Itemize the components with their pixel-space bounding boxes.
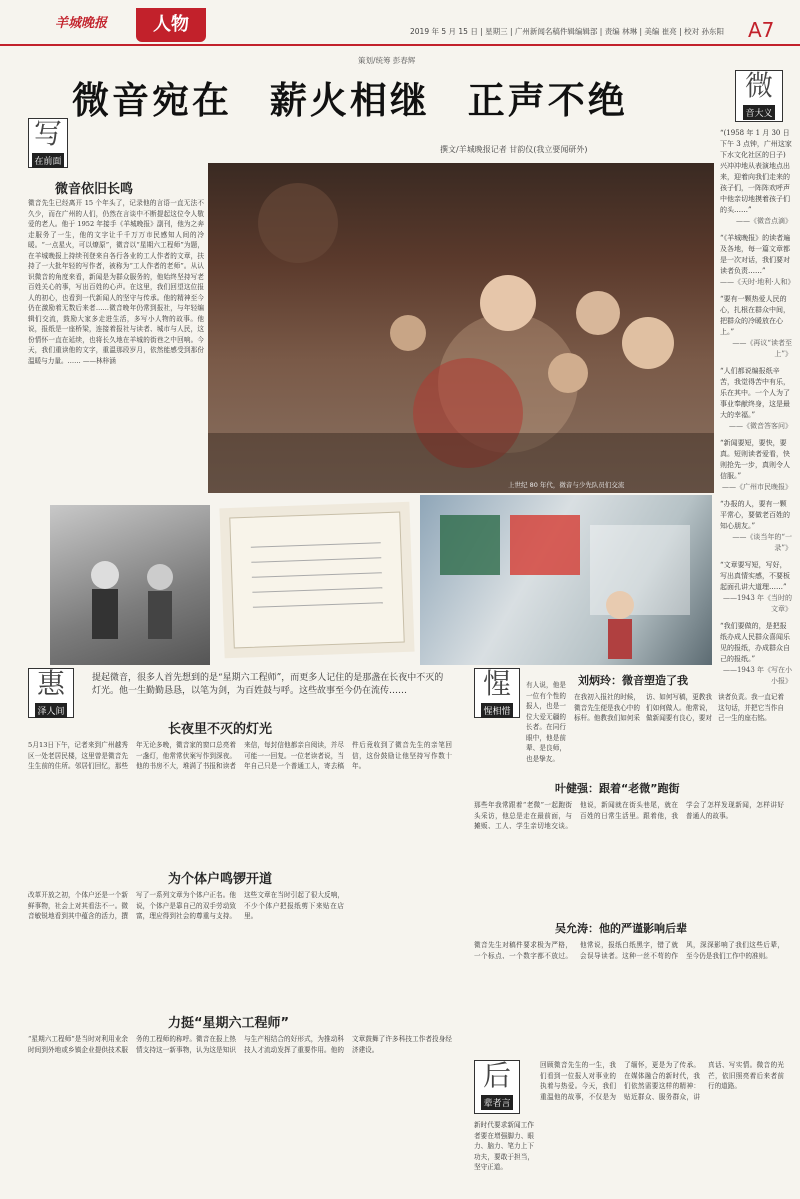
tag-front — [28, 118, 68, 168]
micro-quote — [720, 128, 792, 227]
micro-quote — [720, 294, 792, 360]
book-photo-illustration — [219, 502, 414, 659]
newspaper-logo: 羊城晚报 — [55, 16, 108, 31]
quote-text: “(1958 年 1 月 30 日下午 3 点钟，广州这家下水文化社区的日子)兴冲冲地从表演地点出来，迎着向我们走来的孩子们，一阵阵欢呼声中他亲切地摸着孩子们的头……” — [720, 129, 792, 214]
xing-piece-body: 在我初入报社的时候，微音先生便是我心中的标杆。他教我们如何采访、如何写稿，更教我们如何做人。他常说，做新闻要有良心，要对读者负责。我一直记着这句话，并把它当作自己一生的座右铭。 — [574, 693, 784, 722]
hou-body: 回顾微音先生的一生，我们看到一位报人对事业的执着与热爱。今天，我们重温他的故事，不仅是为了缅怀，更是为了传承。在媒体融合的新时代，我们依然需要这样的精神：贴近群众、服务群众，讲真话、写实情。微音的光芒，依旧照亮着后来者前行的道路。 — [540, 1061, 784, 1101]
dateline: 2019 年 5 月 15 日 | 星期三 | 广州新闻名稿件辑编辑部 | 责编 林琳 | 美编 崔亮 | 校对 孙东阳 — [410, 27, 724, 36]
xing-piece-title: 刘炳玲：微音塑造了我 — [578, 674, 688, 687]
quote-source: ——《广州市民晚报》 — [722, 483, 792, 491]
xing-intro: 有人说，他是一位有个性的报人，也是一位大爱无疆的长者。在同行眼中，他是前辈、是良师，也是挚友。 — [526, 681, 566, 763]
section1-author: ——林梓涵 — [82, 356, 116, 365]
section1-body — [28, 198, 204, 498]
hui-intro: 提起微音，很多人首先想到的是“星期六工程师”，而更多人记住的是那盏在长夜中不灭的灯光。他一生勤勤恳恳，以笔为剑，为百姓鼓与呼。这些故事至今仍在流传…… — [92, 673, 444, 696]
tag-xing — [474, 668, 520, 718]
micro-quote — [720, 560, 792, 615]
hui-section-title: 为个体户鸣锣开道 — [168, 872, 273, 887]
masthead — [0, 0, 800, 46]
hui-section-title: 长夜里不灭的灯光 — [168, 722, 273, 737]
tag-hou-small: 辈者言 — [481, 1095, 512, 1110]
tag-xing-small: 惺相惜 — [481, 703, 512, 718]
micro-quotes — [720, 128, 795, 685]
tag-micro-small: 音大义 — [743, 105, 774, 120]
tag-hui-small: 泽人间 — [35, 703, 66, 718]
section1-title: 微音依旧长鸣 — [55, 182, 134, 197]
tag-front-small: 在前面 — [32, 153, 63, 168]
store-photo-illustration — [420, 495, 712, 665]
historic-photo — [50, 505, 210, 665]
historic-photo-illustration — [50, 505, 210, 665]
byline: 撰文/羊城晚报记者 甘韵仪(我立要闻研外) — [440, 145, 588, 154]
tag-front-big: 写 — [33, 117, 62, 150]
quote-source: ——《谈当年的“一录”》 — [732, 533, 792, 552]
quote-source: ——《微音答客问》 — [729, 422, 792, 430]
tag-hui-big: 惠 — [36, 667, 65, 700]
quote-text: “《羊城晚报》的读者遍及各地，每一篇文章都是一次对话，我们要对读者负责……” — [720, 234, 791, 275]
tag-xing-big: 惺 — [482, 667, 511, 700]
store-photo — [420, 495, 712, 665]
micro-quote — [720, 366, 792, 432]
headline-part-3: 正声不绝 — [467, 79, 628, 122]
quote-text: “新闻要短，要快，要真。短则读者爱看，快则抢先一步，真则令人信服。” — [720, 439, 790, 480]
headline-part-2: 薪火相继 — [269, 79, 430, 122]
quote-source: ——1943 年《写在小小报》 — [722, 666, 792, 685]
tag-micro-big: 微 — [744, 69, 773, 102]
hou-intro: 新时代要求新闻工作者要在增强脚力、眼力、脑力、笔力上下功夫，要敢于担当，坚守正道。 — [474, 1121, 534, 1171]
xing-piece-body: 微音先生对稿件要求极为严格，一个标点、一个数字都不放过。他常说，报纸白纸黑字，错了就会误导读者。这种一丝不苟的作风，深深影响了我们这些后辈，至今仍是我们工作中的准则。 — [474, 941, 784, 960]
page-headline — [72, 70, 650, 124]
quote-text: “人们都说编报纸辛苦，我觉得苦中有乐，乐在其中。一个人为了事业奉献终身，这是最大的幸福。” — [720, 367, 790, 419]
hui-section-title: 力挺“星期六工程师” — [168, 1016, 290, 1031]
quote-text: “文章要写短，写好，写出真情实感，不要板起面孔讲大道理……” — [720, 561, 790, 591]
hui-section-body: 5月13日下午，记者来到广州越秀区一处老居民楼，这里曾是微音先生生前的住所。邻居们回忆，那些年无论多晚，微音家的窗口总亮着一盏灯，他常常伏案写作到深夜。他的书房不大，堆满了书报和读者来信，每封信他都亲自阅读，并尽可能一一回复。一位老读者说，当年自己只是一个普通工人，寄去稿件后竟收到了微音先生的亲笔回信，这份鼓励让他坚持写作数十年。 — [28, 741, 452, 770]
page-number: A7 — [748, 18, 775, 42]
quote-source: ——1943 年《当时的文章》 — [722, 594, 792, 613]
micro-quote — [720, 438, 792, 493]
micro-quote — [720, 233, 795, 288]
quote-source: ——《再议“读者至上”》 — [732, 339, 792, 358]
tag-hou-big: 后 — [482, 1059, 511, 1092]
quote-source: ——《微音点滴》 — [736, 217, 792, 225]
section1-body-text: 微音先生已经离开 15 个年头了，记录他的言语一直无法不久少，而在广州的人们，仍然在言谈中不断提起这位令人敬爱的老人。他于 1952 年接手《羊城晚报》副刊，他为之奔走服务了一生，他的文字让千千万万市民感知人间的冷暖。“一点星火，可以燎原”，微音以“星期六工程师”为题，在羊城晚报上持续刊登来自各行各业的工人作者的文章，扶持了一大批年轻的写作者，被称为“工人作者的老师”。从认识微音的角度来看，新闻是为群众服务的，他始终坚持写老百姓关心的事，写出百姓的心声。在这里，我们回望这位报人的初心，也看到一代新闻人的坚守与传承。他的精神至今仍在激励着无数后来者……微音晚年仍常到报社，与年轻编辑们交流，鼓励大家多走进生活，多写小人物的故事。他说，报纸是一座桥梁，连接着报社与读者、城市与人民，这份情怀一直在延续，也将长久地在羊城的街巷之中回响。今天，我们重读他的文字，重温那段岁月，依然能感受到那份温暖与力量。…… — [28, 199, 204, 365]
credits: 策划/统筹 彭春辉 — [358, 56, 416, 65]
section-badge: 人物 — [136, 8, 206, 42]
xing-piece-title: 叶健强：跟着“老微”跑街 — [555, 782, 680, 795]
tag-hou — [474, 1060, 520, 1114]
main-photo — [208, 163, 714, 493]
micro-quote — [720, 499, 792, 554]
tag-micro — [735, 70, 783, 122]
book-photo — [219, 502, 414, 659]
xing-piece-title: 吴允涛：他的严谨影响后辈 — [555, 922, 687, 935]
quote-source: ——《天时·地利·人和》 — [720, 278, 795, 286]
quote-text: “要有一颗热爱人民的心，扎根在群众中间，把群众的冷暖放在心上。” — [720, 295, 790, 336]
quote-text: “我们要做的，是把报纸办成人民群众喜闻乐见的报纸，办成群众自己的报纸。” — [720, 622, 790, 663]
tag-hui — [28, 668, 74, 718]
xing-piece-body: 那些年我常跟着“老微”一起跑街头采访，他总是走在最前面，与摊贩、工人、学生亲切地交谈。他说，新闻就在街头巷尾，就在百姓的日常生活里。跟着他，我学会了怎样发现新闻，怎样讲好普通人的故事。 — [474, 801, 784, 830]
hui-section-body: “星期六工程师”是当时对利用业余时间到外地或乡镇企业提供技术服务的工程师的称呼。微音在报上热情支持这一新事物，认为这是知识与生产相结合的好形式，为推动科技人才流动发挥了重要作用。他的文章鼓舞了许多科技工作者投身经济建设。 — [28, 1035, 452, 1054]
micro-quote — [720, 621, 792, 687]
main-photo-caption: 上世纪 80 年代，微音与少先队员们交流 — [508, 481, 625, 489]
headline-part-1: 微音宛在 — [72, 79, 232, 122]
hui-section-body: 改革开放之初，个体户还是一个新鲜事物，社会上对其看法不一。微音敏锐地看到其中蕴含的活力，撰写了一系列文章为个体户正名。他说，个体户是靠自己的双手劳动致富，理应得到社会的尊重与支持。这些文章在当时引起了很大反响，不少个体户把报纸剪下来贴在店里。 — [28, 891, 344, 920]
quote-text: “办报的人，要有一颗平常心，要做老百姓的知心朋友。” — [720, 500, 790, 530]
main-photo-illustration — [208, 163, 714, 493]
